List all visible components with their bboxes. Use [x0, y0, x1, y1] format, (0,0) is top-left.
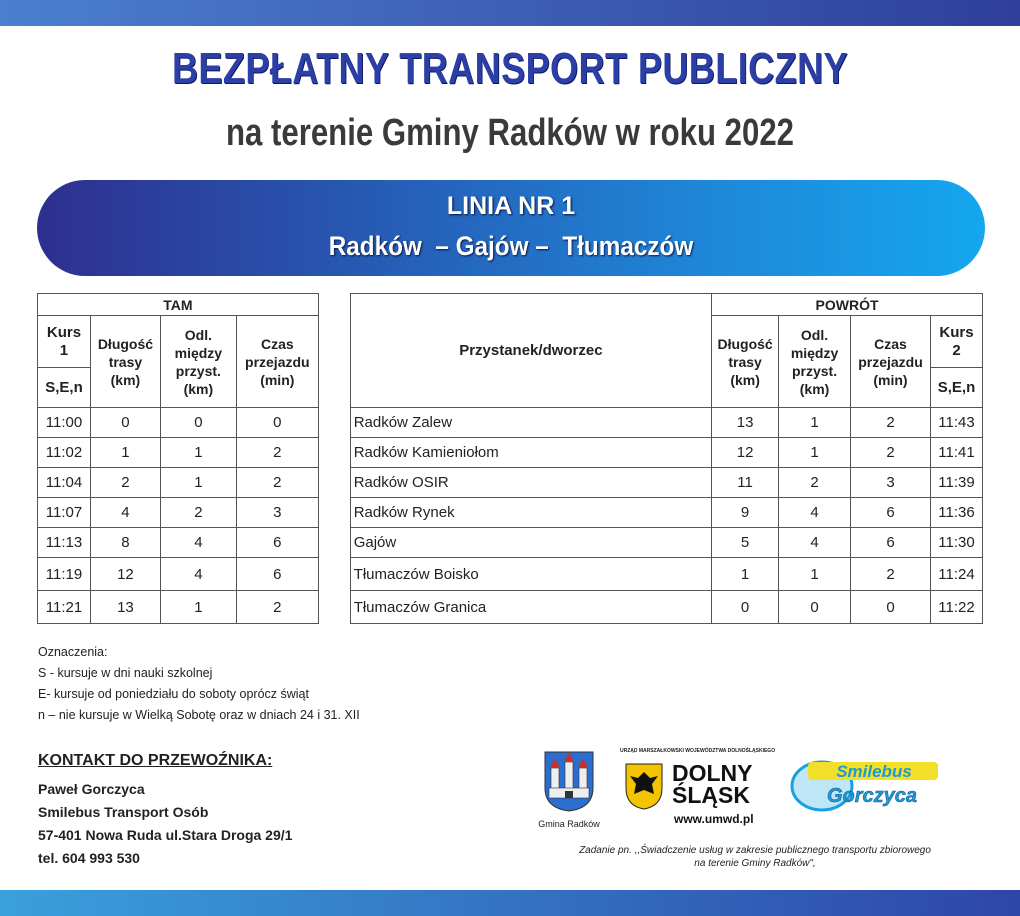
route-middle: – Gajów – — [421, 231, 563, 261]
return-distance-unit: (km) — [799, 380, 830, 397]
travel-time: 6 — [236, 528, 318, 558]
return-time: 11:41 — [930, 438, 982, 468]
departure-time: 11:02 — [38, 438, 91, 468]
table-row — [38, 528, 983, 558]
carrier-contact — [38, 752, 292, 870]
kurs2-label: Kurs — [939, 323, 974, 341]
return-distance-label-1: Odl. — [800, 326, 829, 343]
travel-time: 6 — [236, 558, 318, 591]
return-time-label-1: Czas — [874, 335, 907, 352]
length-unit: (km) — [110, 371, 141, 388]
spacer-cell — [318, 498, 350, 528]
return-route-length: 12 — [712, 438, 779, 468]
kurs1-label: Kurs — [46, 323, 82, 341]
line-route — [84, 231, 937, 262]
return-time: 11:24 — [930, 558, 982, 591]
distance-label-2: między — [174, 344, 223, 361]
departure-time: 11:07 — [38, 498, 91, 528]
return-distance-label-3: przyst. — [791, 362, 838, 379]
return-time: 11:43 — [930, 408, 982, 438]
contact-address: 57-401 Nowa Ruda ul.Stara Droga 29/1 — [38, 827, 293, 843]
stop-name: Radków OSIR — [350, 468, 711, 498]
table-row — [38, 468, 983, 498]
travel-time: 0 — [236, 408, 318, 438]
return-time-header — [851, 316, 931, 408]
return-length-unit: (km) — [730, 371, 760, 388]
ds-name-line-2: ŚLĄSK — [672, 782, 750, 808]
time-label-1: Czas — [260, 335, 294, 352]
route-length: 13 — [90, 591, 160, 624]
length-header — [90, 316, 160, 408]
task-line-1: Zadanie pn. ,,Świadczenie usług w zakresie publicznego transportu zbiorowego — [579, 845, 931, 856]
time-header — [236, 316, 318, 408]
kurs2-header — [930, 316, 982, 368]
departure-time: 11:13 — [38, 528, 91, 558]
gmina-caption: Gmina Radków — [538, 819, 600, 829]
return-travel-time: 0 — [851, 591, 931, 624]
note-n: n – nie kursuje w Wielką Sobotę oraz w dniach 24 i 31. XII — [38, 708, 360, 722]
smilebus-emblem-icon — [788, 756, 940, 814]
table-row — [38, 438, 983, 468]
dolny-slask-logo — [620, 748, 776, 826]
route-length: 2 — [90, 468, 160, 498]
kurs2-number: 2 — [952, 341, 961, 359]
spacer-cell — [318, 558, 350, 591]
timetable — [37, 293, 983, 624]
stop-distance: 1 — [160, 468, 236, 498]
return-stop-distance: 0 — [779, 591, 851, 624]
table-row — [38, 408, 983, 438]
table-row — [38, 498, 983, 528]
page-title: BEZPŁATNY TRANSPORT PUBLICZNY — [171, 44, 849, 93]
length-label-2: trasy — [108, 353, 143, 370]
spacer-cell — [318, 468, 350, 498]
departure-time: 11:00 — [38, 408, 91, 438]
return-time: 11:22 — [930, 591, 982, 624]
return-travel-time: 6 — [851, 528, 931, 558]
spacer-cell — [318, 408, 350, 438]
note-s: S - kursuje w dni nauki szkolnej — [38, 666, 213, 680]
stop-distance: 1 — [160, 438, 236, 468]
stop-name: Gajów — [350, 528, 711, 558]
line-name: LINIA NR 1 — [446, 192, 576, 220]
stop-distance: 1 — [160, 591, 236, 624]
table-row — [38, 591, 983, 624]
powrot-header: POWRÓT — [712, 294, 983, 316]
spacer-cell — [318, 591, 350, 624]
route-length: 8 — [90, 528, 160, 558]
task-line-2: na terenie Gminy Radków", — [694, 858, 816, 869]
kurs1-code: S,E,n — [38, 368, 91, 408]
kurs1-header — [38, 316, 91, 368]
eagle-shield-icon — [624, 762, 664, 810]
gorczyca-word: Gorczyca — [826, 785, 918, 807]
route-start: Radków — [328, 231, 422, 261]
return-length-label-2: trasy — [728, 353, 762, 370]
contact-name: Paweł Gorczyca — [38, 781, 145, 797]
travel-time: 3 — [236, 498, 318, 528]
return-stop-distance: 4 — [779, 528, 851, 558]
distance-label-1: Odl. — [184, 326, 212, 343]
return-route-length: 5 — [712, 528, 779, 558]
spacer-cell — [318, 438, 350, 468]
ds-name — [672, 762, 753, 806]
return-stop-distance: 1 — [779, 408, 851, 438]
route-end: Tłumaczów — [562, 231, 694, 261]
page-subtitle: na terenie Gminy Radków w roku 2022 — [225, 112, 795, 154]
contact-heading: KONTAKT DO PRZEWOŹNIKA: — [38, 752, 273, 769]
spacer-cell — [318, 294, 350, 408]
departure-time: 11:04 — [38, 468, 91, 498]
return-route-length: 11 — [712, 468, 779, 498]
ds-url: www.umwd.pl — [674, 812, 754, 826]
smilebus-word: Smilebus — [836, 762, 912, 781]
table-row — [38, 558, 983, 591]
stop-distance: 4 — [160, 528, 236, 558]
spacer-cell — [318, 528, 350, 558]
travel-time: 2 — [236, 438, 318, 468]
contact-phone: tel. 604 993 530 — [38, 850, 140, 866]
legend-notes — [38, 642, 360, 726]
return-route-length: 0 — [712, 591, 779, 624]
time-unit: (min) — [260, 371, 295, 388]
stop-column-header: Przystanek/dworzec — [350, 294, 711, 408]
return-travel-time: 3 — [851, 468, 931, 498]
return-time: 11:30 — [930, 528, 982, 558]
bottom-band — [0, 890, 1020, 916]
task-description — [530, 844, 980, 870]
return-stop-distance: 4 — [779, 498, 851, 528]
route-length: 1 — [90, 438, 160, 468]
notes-heading: Oznaczenia: — [38, 645, 108, 659]
line-banner — [37, 180, 985, 276]
return-route-length: 9 — [712, 498, 779, 528]
departure-time: 11:21 — [38, 591, 91, 624]
return-time-label-2: przejazdu — [858, 353, 923, 370]
return-travel-time: 2 — [851, 438, 931, 468]
smilebus-logo — [788, 756, 940, 814]
return-route-length: 1 — [712, 558, 779, 591]
gmina-radkow-logo — [534, 750, 604, 829]
return-time-unit: (min) — [873, 371, 908, 388]
return-travel-time: 2 — [851, 558, 931, 591]
stop-name: Radków Rynek — [350, 498, 711, 528]
note-e: E- kursuje od poniedziału do soboty oprócz świąt — [38, 687, 309, 701]
kurs1-number: 1 — [59, 341, 69, 359]
return-stop-distance: 1 — [779, 438, 851, 468]
ds-name-line-1: DOLNY — [672, 760, 753, 786]
return-stop-distance: 1 — [779, 558, 851, 591]
stop-name: Radków Kamieniołom — [350, 438, 711, 468]
stop-distance: 2 — [160, 498, 236, 528]
route-length: 0 — [90, 408, 160, 438]
return-route-length: 13 — [712, 408, 779, 438]
ds-office-caption: URZĄD MARSZAŁKOWSKI WOJEWÓDZTWA DOLNOŚLĄSKIEGO — [620, 748, 776, 754]
stop-distance: 4 — [160, 558, 236, 591]
kurs2-code: S,E,n — [930, 368, 982, 408]
return-travel-time: 6 — [851, 498, 931, 528]
distance-unit: (km) — [183, 380, 214, 397]
stop-distance: 0 — [160, 408, 236, 438]
return-distance-label-2: między — [790, 344, 839, 361]
return-length-header — [712, 316, 779, 408]
travel-time: 2 — [236, 591, 318, 624]
length-label-1: Długość — [97, 335, 154, 352]
contact-company: Smilebus Transport Osób — [38, 804, 209, 820]
top-band — [0, 0, 1020, 26]
route-length: 12 — [90, 558, 160, 591]
departure-time: 11:19 — [38, 558, 91, 591]
distance-header — [160, 316, 236, 408]
travel-time: 2 — [236, 468, 318, 498]
return-stop-distance: 2 — [779, 468, 851, 498]
return-time: 11:36 — [930, 498, 982, 528]
return-distance-header — [779, 316, 851, 408]
stop-name: Radków Zalew — [350, 408, 711, 438]
stop-name: Tłumaczów Boisko — [350, 558, 711, 591]
route-length: 4 — [90, 498, 160, 528]
distance-label-3: przyst. — [175, 362, 221, 379]
return-length-label-1: Długość — [717, 335, 773, 352]
gmina-coat-of-arms-icon — [543, 750, 595, 812]
tam-header: TAM — [38, 294, 319, 316]
time-label-2: przejazdu — [245, 353, 310, 370]
return-time: 11:39 — [930, 468, 982, 498]
stop-name: Tłumaczów Granica — [350, 591, 711, 624]
return-travel-time: 2 — [851, 408, 931, 438]
